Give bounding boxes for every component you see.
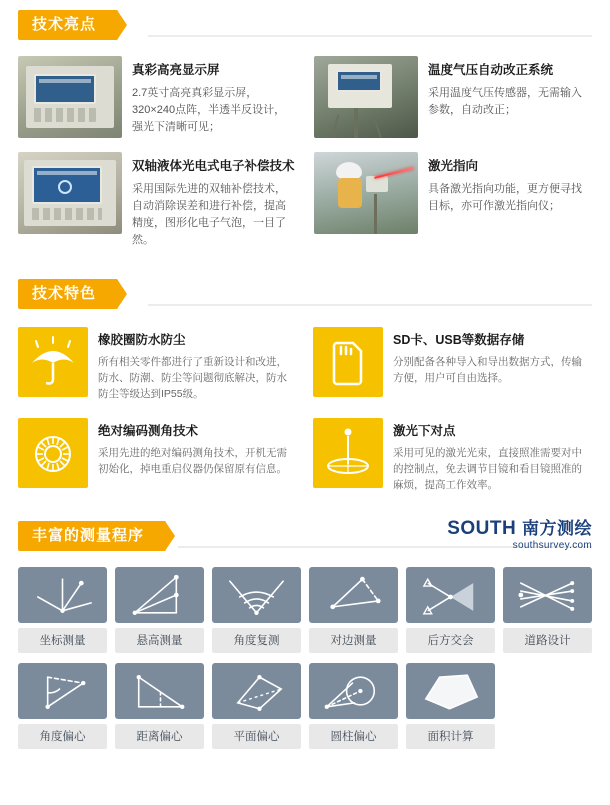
distance-offset-icon [115, 663, 204, 719]
program-label: 圆柱偏心 [309, 724, 398, 749]
feature-card [18, 327, 297, 402]
feature-desc: 采用可见的激光光束，直接照准需要对中的控制点，免去调节目镜和看目镜照准的麻烦，提高工作效率。 [393, 447, 582, 491]
highlight-item [18, 56, 296, 138]
feature-card [18, 418, 297, 493]
highlight-title: 真彩高亮显示屏 [132, 63, 220, 77]
highlight-desc: 采用国际先进的双轴补偿技术，自动消除误差和进行补偿，提高精度，图形化电子气泡，一目了然。 [132, 183, 286, 246]
plane-offset-icon [212, 663, 301, 719]
program-item[interactable] [406, 567, 495, 653]
highlight-title: 双轴液体光电式电子补偿技术 [132, 159, 295, 173]
highlight-title: 温度气压自动改正系统 [428, 63, 554, 77]
feature-desc: 所有相关零件都进行了重新设计和改进，防水、防潮、防尘等问题彻底解决，防水防尘等级达到IP55级。 [98, 356, 287, 400]
features-heading-label: 技术特色 [18, 279, 118, 309]
program-label: 距离偏心 [115, 724, 204, 749]
remote-height-icon [115, 567, 204, 623]
heading-rule [148, 304, 592, 306]
programs-heading-ribbon [18, 518, 610, 551]
angle-offset-icon [18, 663, 107, 719]
road-design-icon [503, 567, 592, 623]
surveyor-laser-photo [314, 152, 418, 234]
programs-grid [0, 551, 610, 759]
program-label: 平面偏心 [212, 724, 301, 749]
area-calculation-icon [406, 663, 495, 719]
features-grid [0, 309, 610, 493]
features-section [0, 249, 610, 493]
instrument-color-display-photo [18, 56, 122, 138]
program-item[interactable] [18, 663, 107, 749]
angle-repetition-icon [212, 567, 301, 623]
brand-name-cn: 南方测绘 [522, 519, 592, 538]
program-label: 角度偏心 [18, 724, 107, 749]
programs-heading-label: 丰富的测量程序 [18, 521, 166, 551]
instrument-on-tripod-photo [314, 56, 418, 138]
program-label: 对边测量 [309, 628, 398, 653]
program-label: 角度复测 [212, 628, 301, 653]
feature-title: 激光下对点 [393, 424, 456, 438]
program-item[interactable] [406, 663, 495, 749]
laser-plummet-icon [313, 418, 383, 488]
feature-desc: 采用先进的绝对编码测角技术，开机无需初始化，掉电重启仪器仍保留原有信息。 [98, 447, 287, 475]
heading-rule [148, 35, 592, 37]
highlight-item [314, 152, 592, 249]
highlights-grid [0, 40, 610, 249]
features-heading-ribbon [18, 279, 610, 309]
sd-card-icon [313, 327, 383, 397]
highlights-heading-ribbon [18, 10, 610, 40]
program-item[interactable] [212, 567, 301, 653]
cylinder-offset-icon [309, 663, 398, 719]
feature-title: 橡胶圈防水防尘 [98, 333, 186, 347]
program-label: 面积计算 [406, 724, 495, 749]
programs-section [0, 493, 610, 759]
brand-website: southsurvey.com [512, 540, 592, 551]
highlight-item [314, 56, 592, 138]
highlights-heading-label: 技术亮点 [18, 10, 118, 40]
feature-title: 绝对编码测角技术 [98, 424, 199, 438]
program-item[interactable] [309, 567, 398, 653]
program-item[interactable] [309, 663, 398, 749]
encoder-disc-icon [18, 418, 88, 488]
resection-icon [406, 567, 495, 623]
program-label: 悬高测量 [115, 628, 204, 653]
program-label: 道路设计 [503, 628, 592, 653]
program-label: 坐标测量 [18, 628, 107, 653]
highlights-section [0, 0, 610, 249]
feature-card [313, 327, 592, 402]
missing-line-icon [309, 567, 398, 623]
program-item[interactable] [18, 567, 107, 653]
umbrella-icon [18, 327, 88, 397]
highlight-desc: 2.7英寸高亮真彩显示屏，320×240点阵，半透半反设计，强光下清晰可见； [132, 87, 286, 133]
highlight-title: 激光指向 [428, 159, 479, 173]
south-brand-logo [447, 519, 592, 551]
highlight-desc: 具备激光指向功能，更方便寻找目标，亦可作激光指向仪； [428, 183, 582, 212]
highlight-desc: 采用温度气压传感器，无需输入参数，自动改正； [428, 87, 582, 116]
highlight-item [18, 152, 296, 249]
program-label: 后方交会 [406, 628, 495, 653]
feature-card [313, 418, 592, 493]
feature-desc: 分别配备各种导入和导出数据方式，传输方便，用户可自由选择。 [393, 356, 582, 384]
brand-name-en: SOUTH [447, 518, 517, 539]
instrument-screen-bubble-photo [18, 152, 122, 234]
feature-title: SD卡、USB等数据存储 [393, 333, 525, 347]
coordinate-axes-icon [18, 567, 107, 623]
program-item[interactable] [503, 567, 592, 653]
program-item[interactable] [115, 663, 204, 749]
program-item[interactable] [115, 567, 204, 653]
program-item[interactable] [212, 663, 301, 749]
